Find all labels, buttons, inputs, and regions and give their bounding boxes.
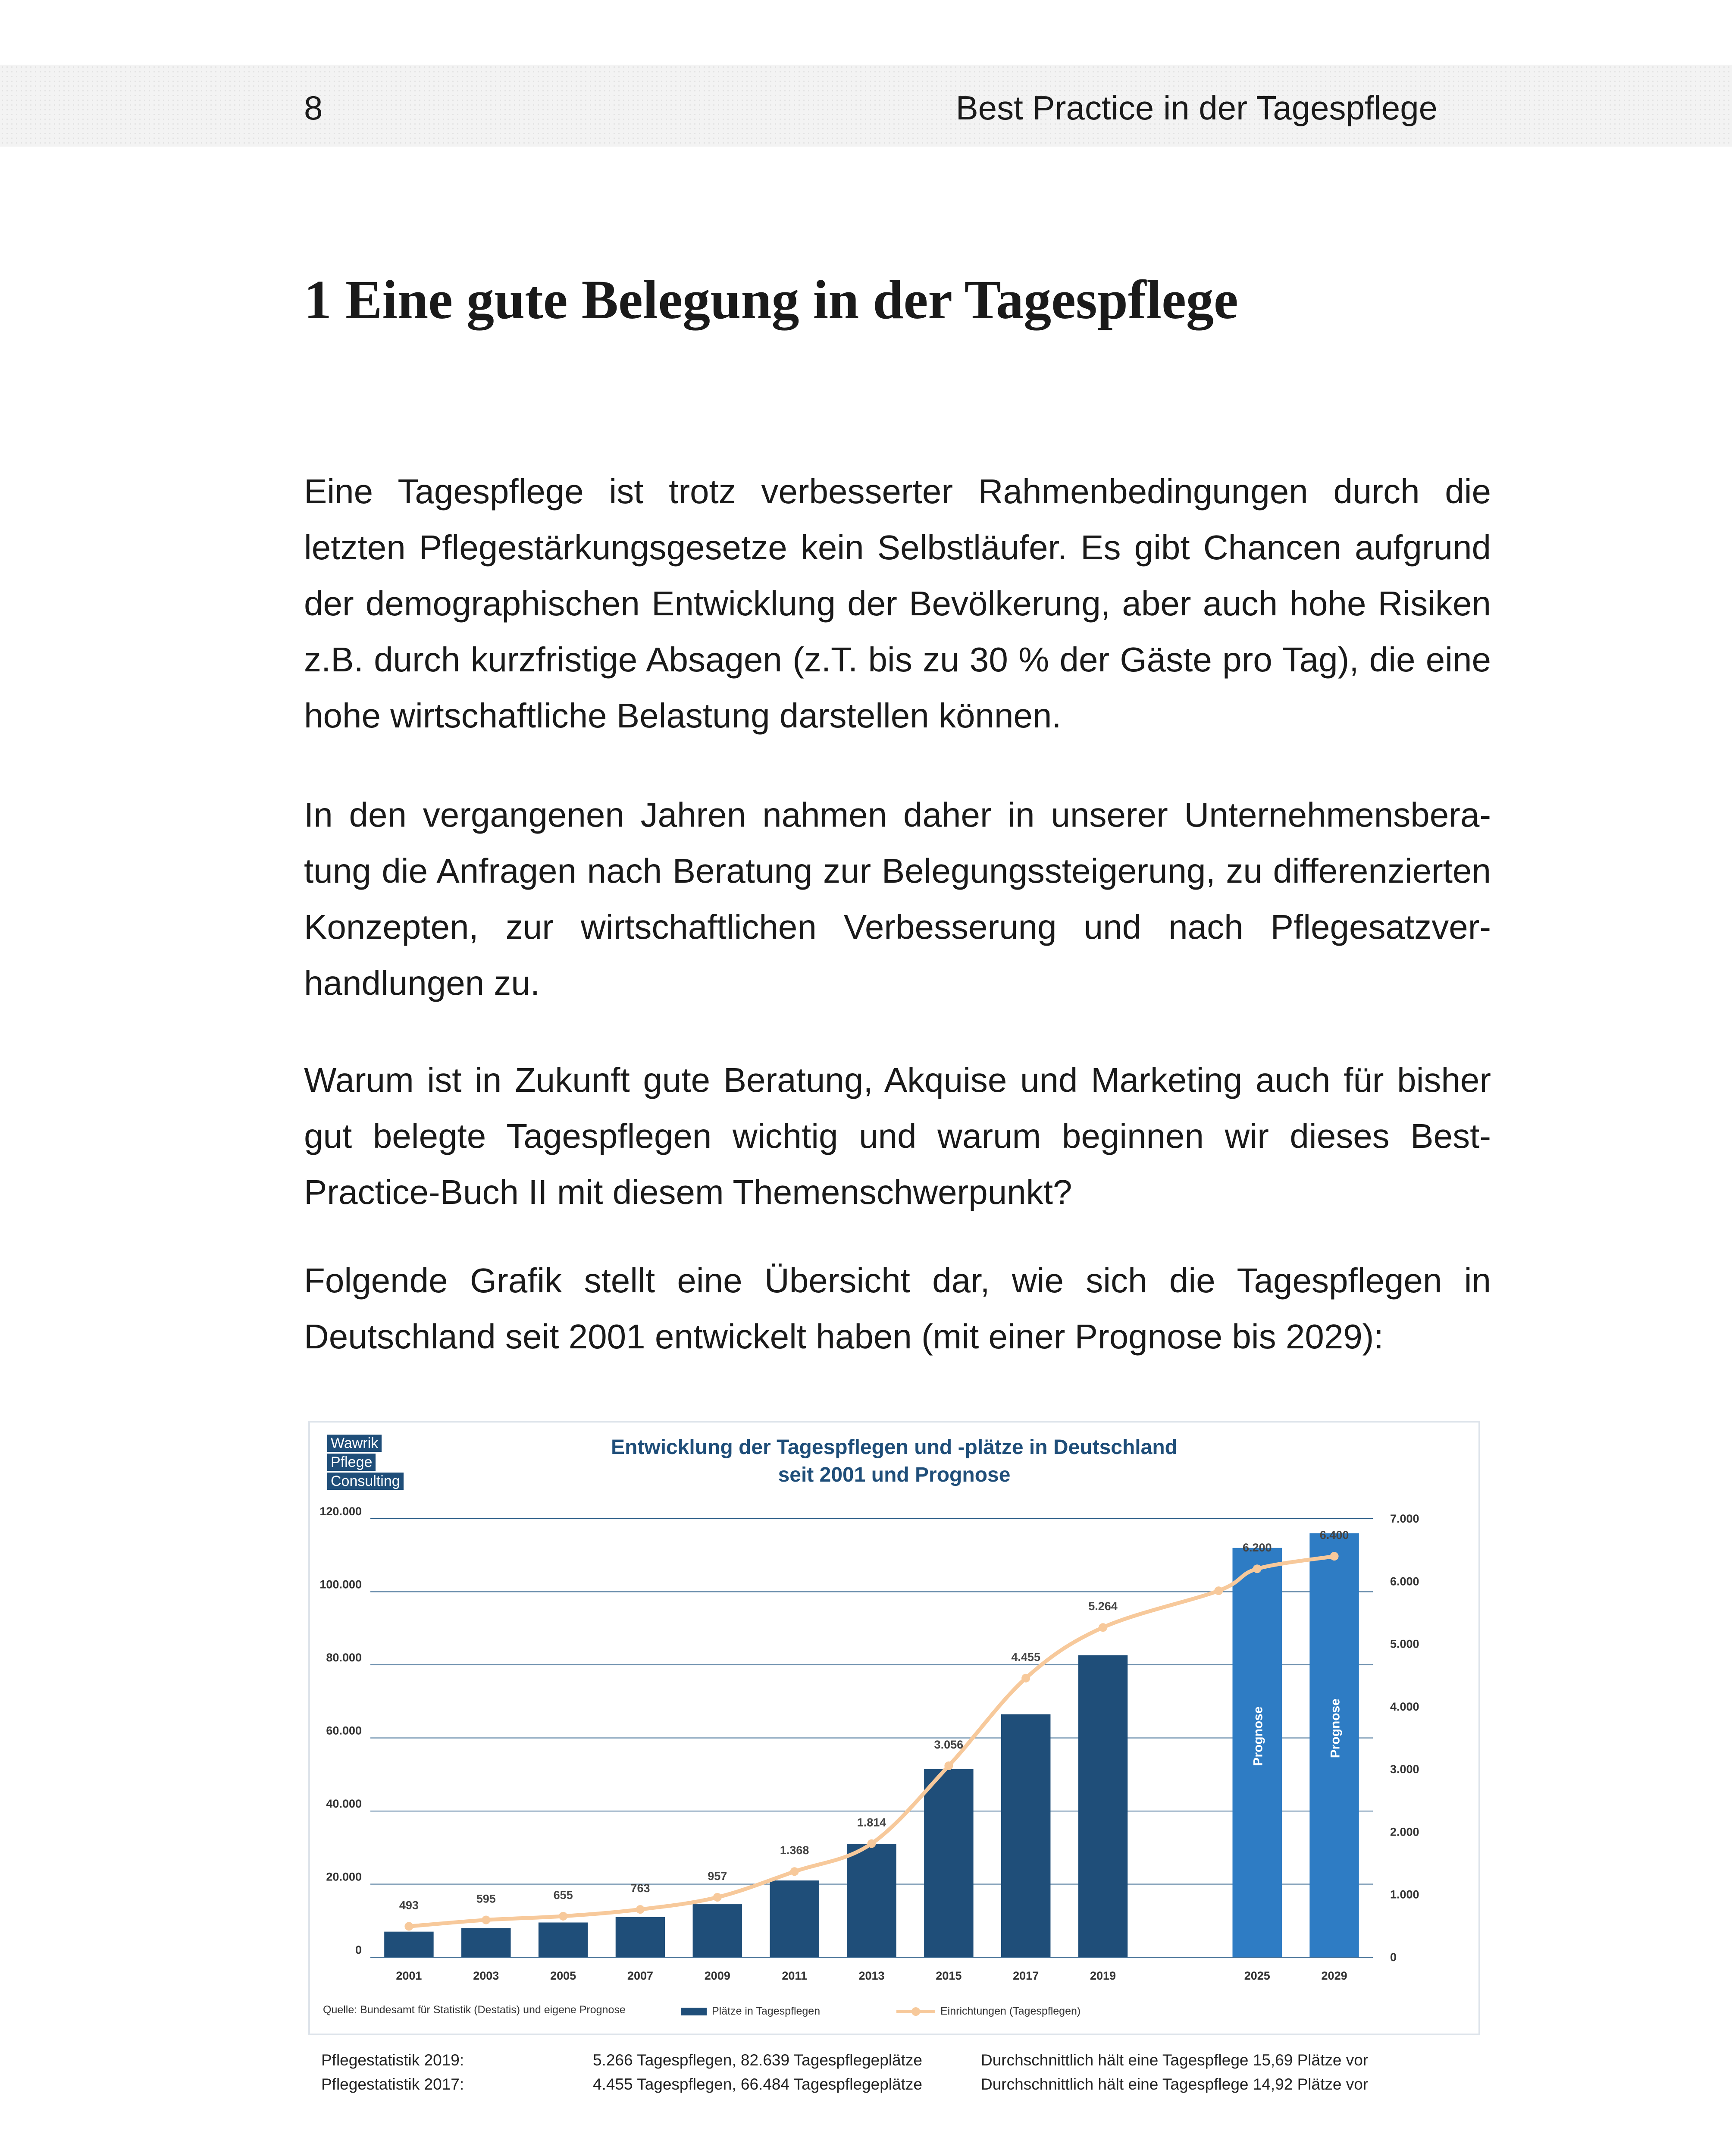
bar bbox=[1001, 1714, 1050, 1957]
chart-subtitle: seit 2001 und Prognose bbox=[778, 1463, 1011, 1486]
body-paragraph: Warum ist in Zukunft gute Beratung, Akquise und Marketing auch für bisher gut belegte Tagespflegen wichtig und warum beginnen wir dieses Best-Practice-Buch II mit diesem Themenschwerpunkt? bbox=[304, 1061, 1491, 1211]
x-tick-label: 2025 bbox=[1244, 1969, 1270, 1982]
stats-table bbox=[321, 2048, 1485, 2096]
data-label: 655 bbox=[553, 1888, 573, 1902]
legend-line-marker bbox=[911, 2007, 920, 2016]
line-point bbox=[482, 1916, 490, 1924]
line-point bbox=[1214, 1586, 1223, 1595]
chart-canvas bbox=[310, 1423, 1478, 2034]
line-point bbox=[868, 1839, 876, 1848]
x-tick-label: 2019 bbox=[1090, 1969, 1116, 1982]
x-tick-label: 2017 bbox=[1013, 1969, 1039, 1982]
y-tick-label-right: 3.000 bbox=[1390, 1763, 1419, 1776]
body-paragraph: In den vergangenen Jahren nahmen daher in unserer Unternehmensberatung die Anfragen nach Beratung zur Belegungssteigerung, zu differenzierten Konzepten, zur wirtschaftlichen Verbesserung und nach Pflegesatzverhandlungen zu. bbox=[304, 796, 1491, 1002]
bar bbox=[384, 1932, 433, 1957]
data-label: 957 bbox=[708, 1869, 727, 1883]
x-tick-label: 2009 bbox=[704, 1969, 730, 1982]
line-point bbox=[713, 1893, 722, 1902]
y-tick-label-left: 0 bbox=[355, 1943, 362, 1956]
forecast-label: Prognose bbox=[1251, 1706, 1265, 1766]
bar bbox=[461, 1928, 511, 1957]
legend-bar-label: Plätze in Tagespflegen bbox=[712, 2005, 821, 2017]
line-point bbox=[636, 1905, 645, 1914]
bar bbox=[770, 1880, 819, 1957]
x-tick-label: 2005 bbox=[550, 1969, 576, 1982]
y-tick-label-right: 7.000 bbox=[1390, 1512, 1419, 1525]
data-label: 6.400 bbox=[1319, 1529, 1349, 1542]
legend-line-label: Einrichtungen (Tagespflegen) bbox=[940, 2005, 1081, 2017]
line-point bbox=[1099, 1623, 1107, 1632]
bar bbox=[924, 1769, 973, 1957]
y-tick-label-right: 4.000 bbox=[1390, 1700, 1419, 1713]
logo-line: Wawrik bbox=[327, 1435, 382, 1452]
stats-row bbox=[321, 2072, 1485, 2096]
data-label: 3.056 bbox=[934, 1738, 964, 1752]
logo-line: Consulting bbox=[327, 1473, 404, 1490]
body-paragraph: Eine Tagespflege ist trotz verbesserter Rahmenbedingungen durch die letzten Pflegestärkungsgesetze kein Selbstläufer. Es gibt Chancen aufgrund der demographischen Entwicklung der Bevölkerung, aber auch hohe Risiken z.B. durch kurzfristige Absagen (z.T. bis zu 30 % der Gäste pro Tag), die eine hohe wirtschaftliche Belastung darstellen können. bbox=[304, 472, 1491, 735]
stats-counts: 4.455 Tagespflegen, 66.484 Tagespflegeplätze bbox=[593, 2075, 922, 2093]
y-tick-label-left: 20.000 bbox=[326, 1870, 362, 1883]
y-tick-label-left: 40.000 bbox=[326, 1797, 362, 1810]
y-tick-label-left: 60.000 bbox=[326, 1724, 362, 1737]
chapter-title: 1 Eine gute Belegung in der Tagespflege bbox=[304, 269, 1238, 330]
bar bbox=[616, 1917, 665, 1957]
data-label: 493 bbox=[399, 1899, 419, 1912]
x-tick-label: 2011 bbox=[782, 1969, 807, 1982]
y-tick-label-left: 80.000 bbox=[326, 1651, 362, 1664]
data-label: 1.368 bbox=[780, 1844, 809, 1857]
y-tick-label-right: 0 bbox=[1390, 1951, 1397, 1964]
data-label: 595 bbox=[476, 1892, 496, 1905]
stats-note: Durchschnittlich hält eine Tagespflege 14,92 Plätze vor bbox=[981, 2075, 1369, 2093]
line-point bbox=[944, 1761, 953, 1770]
running-header bbox=[0, 65, 1732, 147]
stats-row bbox=[321, 2048, 1485, 2072]
line-point bbox=[790, 1867, 799, 1876]
x-tick-label: 2013 bbox=[858, 1969, 885, 1982]
line-point bbox=[559, 1912, 567, 1921]
x-tick-label: 2007 bbox=[627, 1969, 654, 1982]
data-label: 1.814 bbox=[857, 1816, 886, 1829]
x-tick-label: 2029 bbox=[1321, 1969, 1347, 1982]
chart-figure bbox=[308, 1421, 1480, 2035]
y-tick-label-right: 2.000 bbox=[1390, 1825, 1419, 1839]
stats-label: Pflegestatistik 2019: bbox=[321, 2051, 464, 2069]
data-label: 6.200 bbox=[1242, 1541, 1272, 1554]
y-tick-label-left: 100.000 bbox=[319, 1578, 362, 1591]
forecast-label: Prognose bbox=[1328, 1698, 1343, 1758]
y-tick-label-right: 6.000 bbox=[1390, 1575, 1419, 1588]
x-tick-label: 2001 bbox=[396, 1969, 422, 1982]
x-tick-label: 2015 bbox=[936, 1969, 962, 1982]
y-tick-label-right: 5.000 bbox=[1390, 1637, 1419, 1651]
page-number: 8 bbox=[304, 89, 323, 127]
data-label: 5.264 bbox=[1088, 1600, 1118, 1613]
line-point bbox=[1330, 1552, 1339, 1561]
running-title: Best Practice in der Tagespflege bbox=[955, 89, 1438, 127]
data-label: 763 bbox=[630, 1882, 650, 1895]
line-point bbox=[1021, 1674, 1030, 1683]
x-tick-label: 2003 bbox=[473, 1969, 499, 1982]
y-tick-label-right: 1.000 bbox=[1390, 1888, 1419, 1901]
chart-source: Quelle: Bundesamt für Statistik (Destatis) und eigene Prognose bbox=[323, 2004, 626, 2016]
bar bbox=[693, 1904, 742, 1957]
stats-note: Durchschnittlich hält eine Tagespflege 15,69 Plätze vor bbox=[981, 2051, 1369, 2069]
chart-title: Entwicklung der Tagespflegen und -plätze in Deutschland bbox=[611, 1436, 1178, 1459]
line-point bbox=[404, 1922, 413, 1930]
stats-counts: 5.266 Tagespflegen, 82.639 Tagespflegeplätze bbox=[593, 2051, 922, 2069]
line-point bbox=[1253, 1564, 1262, 1573]
body-paragraph: Folgende Grafik stellt eine Übersicht dar, wie sich die Tagespflegen in Deutschland seit 2001 entwickelt haben (mit einer Prognose bis 2029): bbox=[304, 1261, 1491, 1356]
logo-line: Pflege bbox=[327, 1454, 376, 1471]
stats-label: Pflegestatistik 2017: bbox=[321, 2075, 464, 2093]
bar bbox=[847, 1844, 896, 1957]
bar bbox=[539, 1922, 588, 1957]
bar bbox=[1078, 1655, 1128, 1957]
data-label: 4.455 bbox=[1011, 1650, 1040, 1664]
y-tick-label-left: 120.000 bbox=[319, 1505, 362, 1518]
legend-bar-swatch bbox=[681, 2008, 707, 2015]
